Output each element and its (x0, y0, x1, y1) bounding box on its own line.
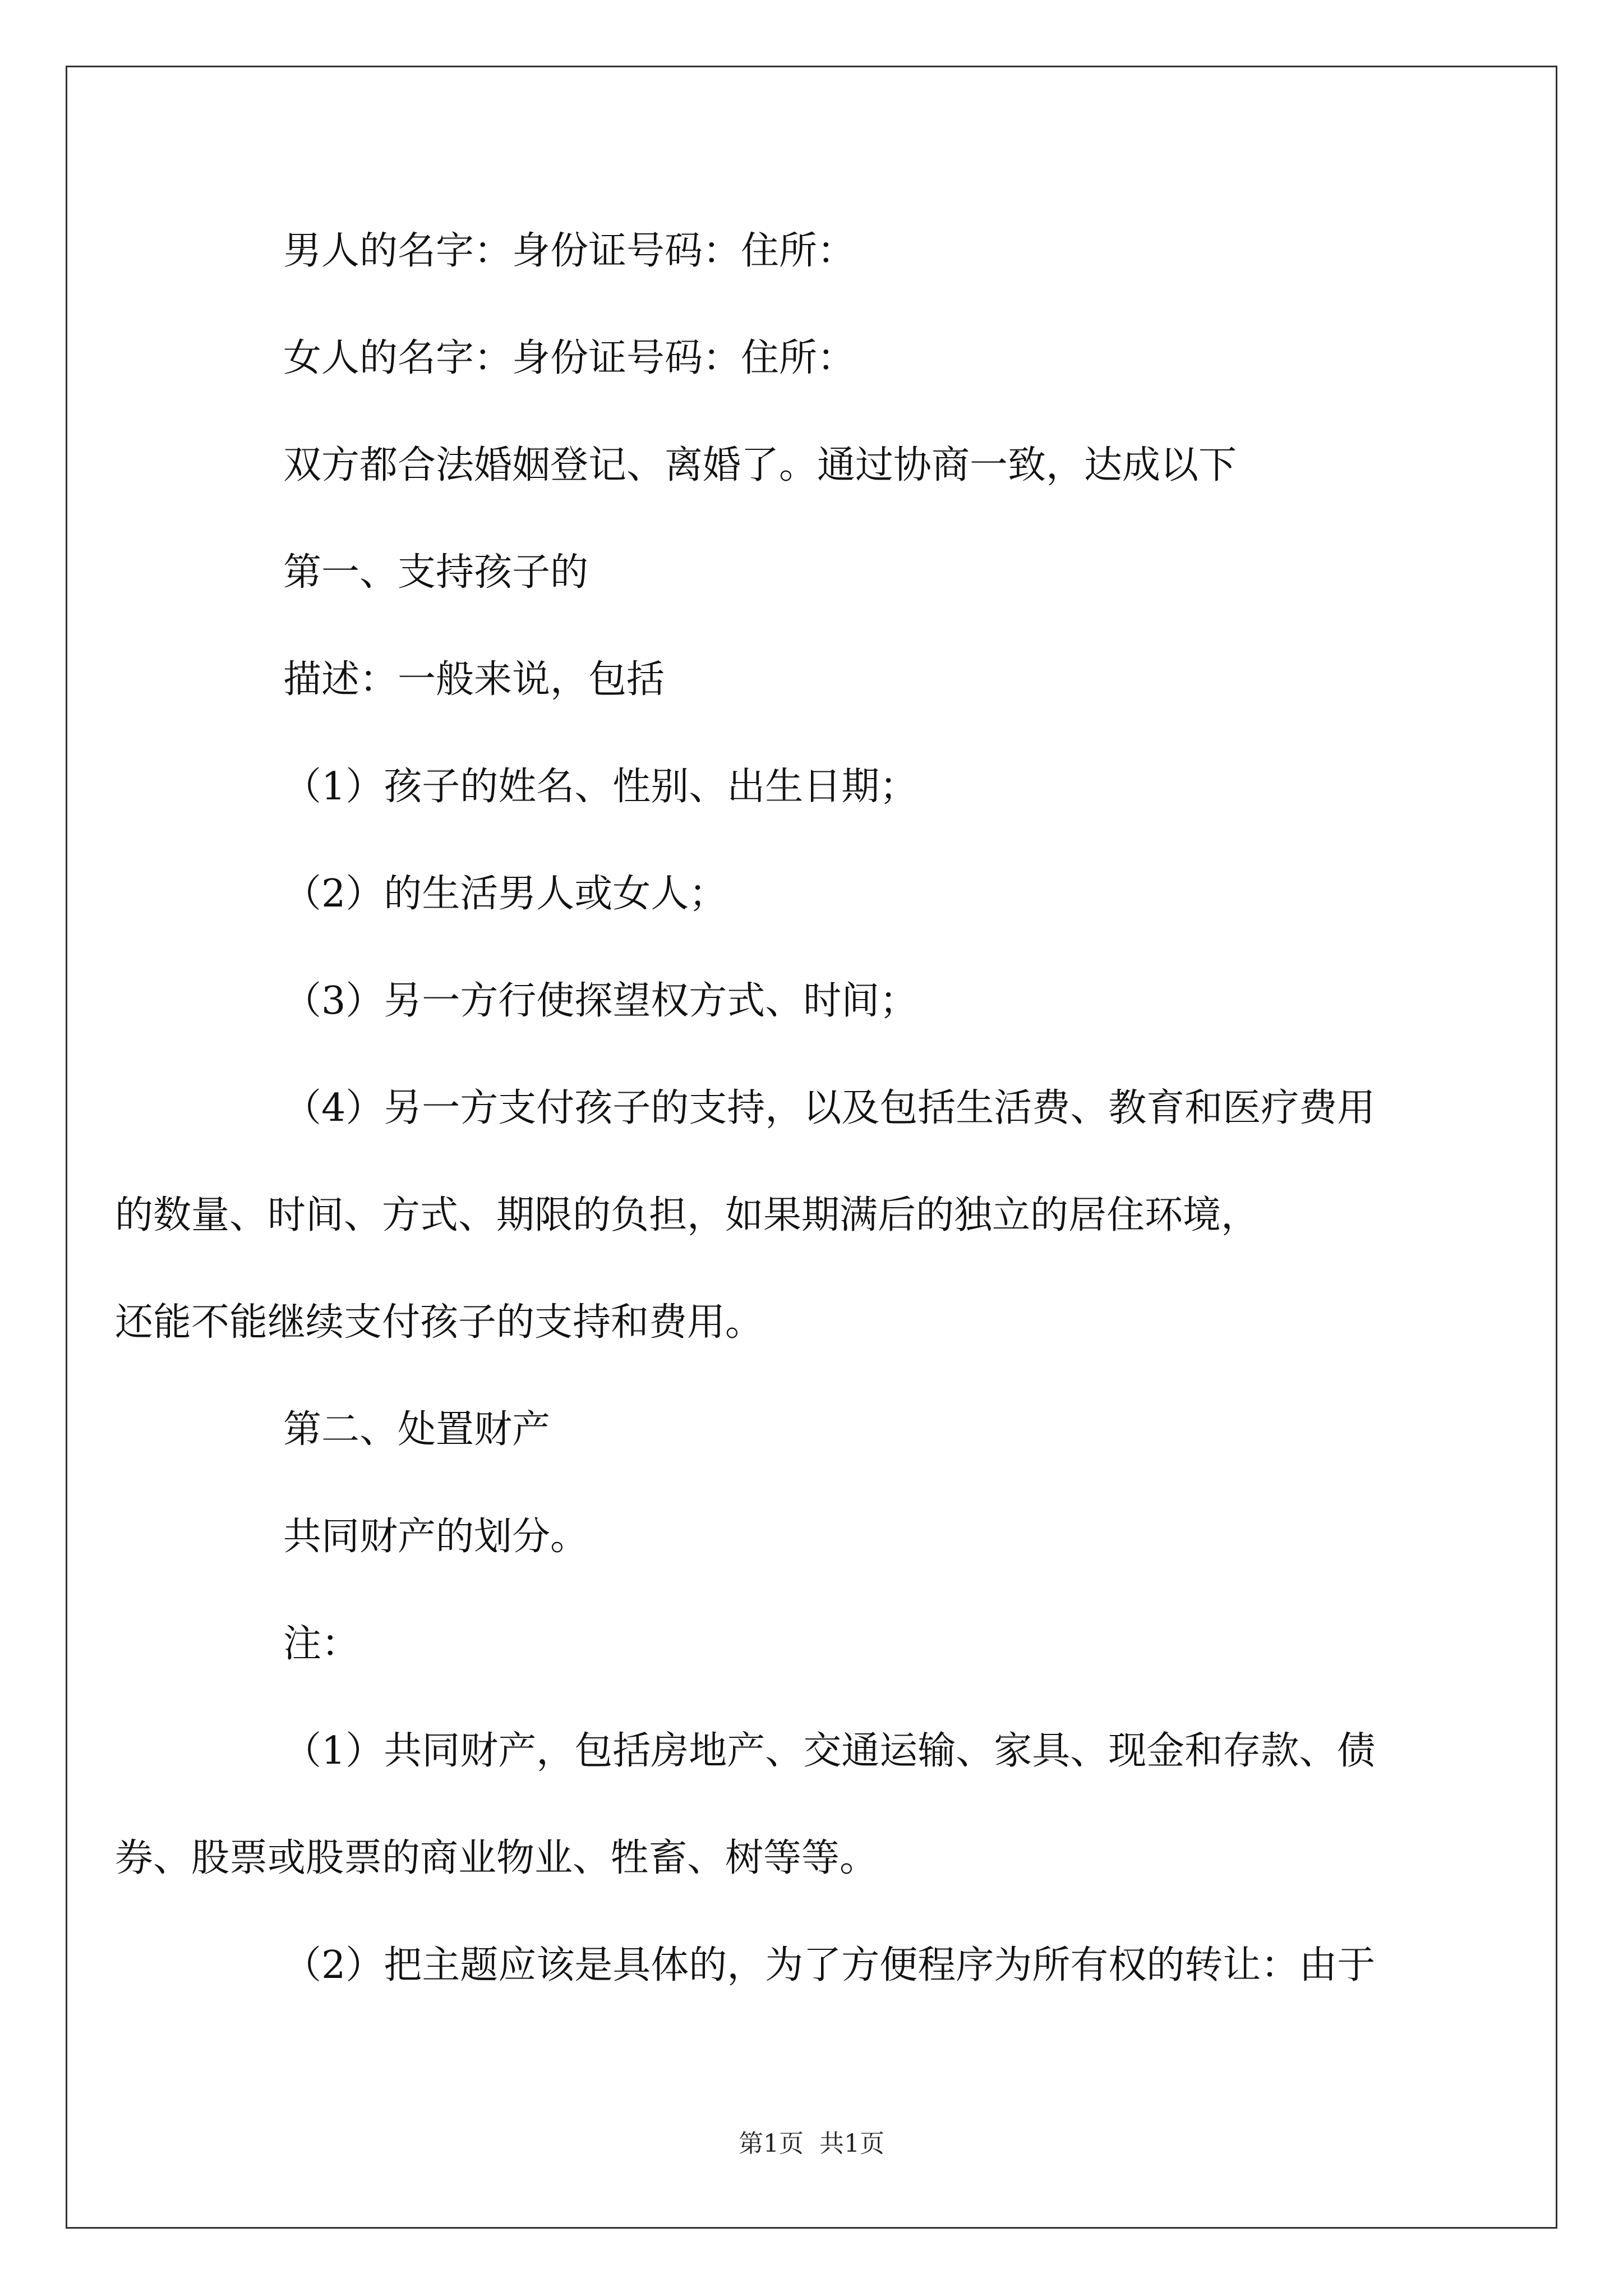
list-item-4: （4）另一方支付孩子的支持，以及包括生活费、教育和医疗费用 的数量、时间、方式、期限的负担，如果期满后的独立的居住环境， 还能不能继续支付孩子的支持和费用。 (115, 1086, 1376, 1345)
note-item-1: （1）共同财产，包括房地产、交通运输、家具、现金和存款、债 券、股票或股票的商业物业、牲畜、树等等。 (115, 1729, 1376, 1880)
paragraph-property-division: 共同财产的划分。 (283, 1515, 589, 1559)
page-total: 共1页 (819, 2129, 884, 2158)
note-item-2: （2）把主题应该是具体的，为了方便程序为所有权的转让：由于 (283, 1943, 1376, 1987)
page-footer (0, 2123, 1623, 2159)
page-number: 第1页 (739, 2129, 804, 2158)
heading-section-one: 第一、支持孩子的 (283, 550, 589, 595)
list-item-2: （2）的生活男人或女人； (283, 872, 727, 916)
paragraph-note-label: 注： (283, 1622, 360, 1666)
list-item-3: （3）另一方行使探望权方式、时间； (283, 979, 918, 1023)
paragraph-male-info: 男人的名字：身份证号码：住所： (283, 229, 856, 273)
paragraph-description: 描述：一般来说，包括 (283, 657, 665, 702)
list-item-1: （1）孩子的姓名、性别、出生日期； (283, 765, 918, 809)
paragraph-agreement-intro: 双方都合法婚姻登记、离婚了。通过协商一致，达成以下 (283, 443, 1237, 487)
document-body (115, 224, 1433, 2046)
paragraph-female-info: 女人的名字：身份证号码：住所： (283, 336, 856, 380)
heading-section-two: 第二、处置财产 (283, 1407, 551, 1452)
